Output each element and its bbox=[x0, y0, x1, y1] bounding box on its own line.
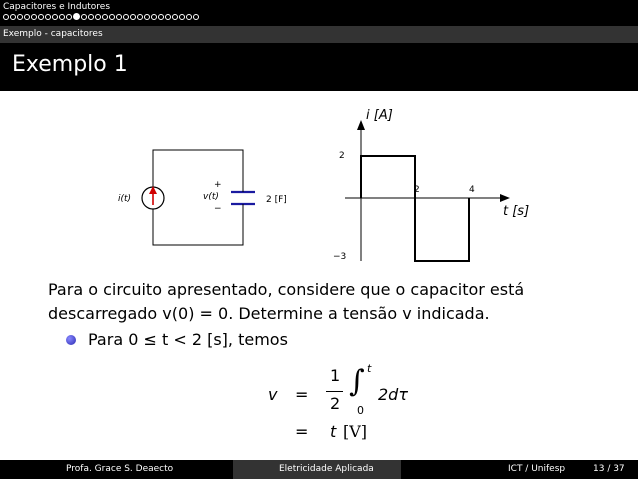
bullet-text: Para 0 ≤ t < 2 [s], temos bbox=[88, 330, 288, 349]
footer-course-cell bbox=[233, 460, 401, 479]
bullet-item bbox=[66, 330, 288, 349]
footer-author[interactable]: Profa. Grace S. Deaecto bbox=[66, 464, 174, 474]
nav-dot[interactable] bbox=[158, 14, 164, 20]
current-waveform-line bbox=[361, 156, 469, 261]
frame-title-bar bbox=[0, 43, 638, 91]
nav-dot[interactable] bbox=[17, 14, 23, 20]
frame-title: Exemplo 1 bbox=[12, 52, 128, 77]
eq-integral-sign: ∫ bbox=[349, 364, 365, 399]
nav-dot[interactable] bbox=[116, 14, 122, 20]
nav-dot[interactable] bbox=[165, 14, 171, 20]
footer-bar bbox=[0, 460, 638, 479]
voltage-minus: − bbox=[214, 204, 222, 214]
eq-equals-2: = bbox=[295, 422, 309, 441]
x-tick-label: 2 bbox=[414, 185, 420, 195]
subsection-title[interactable]: Exemplo - capacitores bbox=[3, 29, 103, 39]
nav-dot[interactable] bbox=[151, 14, 157, 20]
eq-frac-bar bbox=[326, 391, 343, 392]
voltage-plus: + bbox=[214, 180, 222, 190]
slide-navigation-dots[interactable] bbox=[3, 13, 199, 22]
nav-dot[interactable] bbox=[102, 14, 108, 20]
nav-dot[interactable] bbox=[123, 14, 129, 20]
nav-dot[interactable] bbox=[3, 14, 9, 20]
eq-frac-num: 1 bbox=[330, 366, 341, 385]
eq-equals-1: = bbox=[295, 385, 309, 404]
bullet-dot-icon bbox=[66, 335, 76, 345]
footer-page-number: 13 / 37 bbox=[593, 464, 625, 474]
nav-dot[interactable] bbox=[88, 14, 94, 20]
nav-dot[interactable] bbox=[172, 14, 178, 20]
nav-dot[interactable] bbox=[38, 14, 44, 20]
nav-dot[interactable] bbox=[24, 14, 30, 20]
nav-dot[interactable] bbox=[10, 14, 16, 20]
section-title[interactable]: Capacitores e Indutores bbox=[3, 2, 111, 12]
eq-result-var: t bbox=[330, 422, 337, 441]
nav-dot[interactable] bbox=[179, 14, 185, 20]
nav-dot[interactable] bbox=[130, 14, 136, 20]
equation-block bbox=[0, 360, 638, 460]
problem-line-2: descarregado v(0) = 0. Determine a tensão v indicada. bbox=[48, 304, 490, 323]
footer-institute[interactable]: ICT / Unifesp bbox=[508, 464, 566, 474]
eq-int-lower: 0 bbox=[357, 404, 364, 417]
nav-dot[interactable] bbox=[144, 14, 150, 20]
nav-dot[interactable] bbox=[186, 14, 192, 20]
footer-course[interactable]: Eletricidade Aplicada bbox=[279, 464, 374, 474]
y-tick-label: −3 bbox=[333, 252, 347, 262]
nav-dot[interactable] bbox=[52, 14, 58, 20]
nav-dot[interactable] bbox=[81, 14, 87, 20]
x-axis-arrow bbox=[500, 194, 510, 202]
nav-dot-current[interactable] bbox=[73, 13, 80, 20]
nav-dot[interactable] bbox=[59, 14, 65, 20]
nav-dot[interactable] bbox=[109, 14, 115, 20]
eq-int-upper: t bbox=[367, 362, 372, 375]
y-axis-label: i [A] bbox=[366, 108, 393, 123]
header-bar bbox=[0, 0, 638, 26]
y-tick-label: 2 bbox=[339, 151, 345, 161]
eq-result-unit: [V] bbox=[343, 422, 368, 441]
nav-dot[interactable] bbox=[137, 14, 143, 20]
nav-dot[interactable] bbox=[95, 14, 101, 20]
voltage-label: v(t) bbox=[203, 192, 219, 202]
nav-dot[interactable] bbox=[45, 14, 51, 20]
subsection-bar bbox=[0, 26, 638, 43]
eq-frac-den: 2 bbox=[330, 394, 341, 413]
eq-lhs: v bbox=[268, 385, 278, 404]
problem-statement bbox=[48, 278, 608, 326]
circuit-diagram bbox=[118, 150, 287, 245]
nav-dot[interactable] bbox=[193, 14, 199, 20]
problem-line-1: Para o circuito apresentado, considere que o capacitor está bbox=[48, 280, 525, 299]
y-axis-arrow bbox=[357, 120, 365, 130]
x-tick-label: 4 bbox=[469, 185, 475, 195]
nav-dot[interactable] bbox=[31, 14, 37, 20]
eq-integrand: 2dτ bbox=[378, 385, 408, 404]
x-axis-label: t [s] bbox=[503, 204, 530, 219]
current-plot bbox=[333, 108, 529, 262]
nav-dot[interactable] bbox=[66, 14, 72, 20]
figure bbox=[0, 91, 638, 271]
source-label: i(t) bbox=[118, 194, 132, 204]
capacitor-label: 2 [F] bbox=[266, 195, 287, 205]
